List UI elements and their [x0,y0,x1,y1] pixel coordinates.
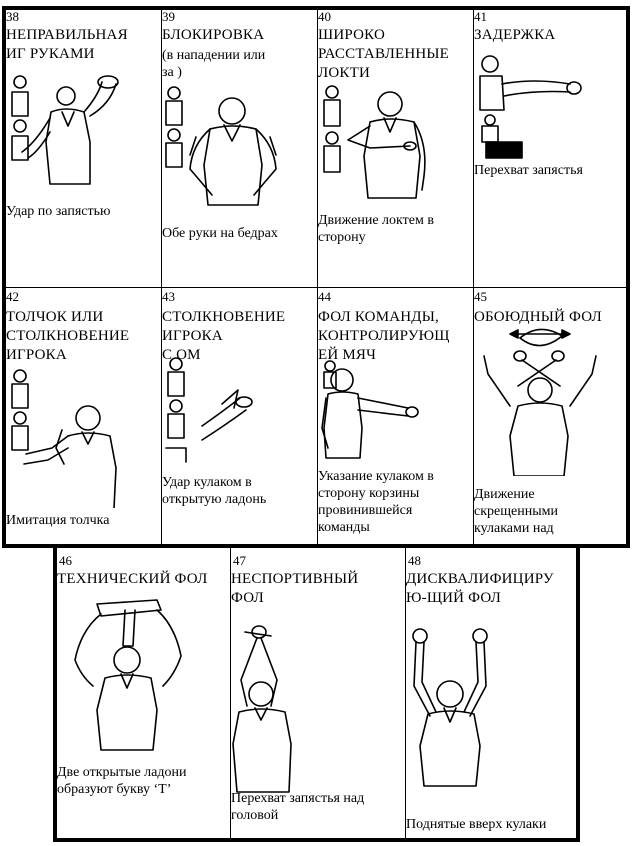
mini-figure-icon [166,87,182,125]
signal-number: 39 [162,10,175,24]
signal-cell-39 [162,10,317,287]
mini-figure-icon [12,120,28,160]
mini-figure-icon [168,358,184,396]
signal-number: 41 [474,10,487,24]
mini-figure-icon [12,370,28,408]
signal-number: 48 [408,553,421,568]
mini-figure-icon [166,129,182,167]
signal-cell-43 [162,288,317,546]
signal-title: НЕСПОРТИВНЫЙ ФОЛ [231,571,359,606]
signal-caption: Удар по запястью [6,204,111,219]
signal-number: 47 [233,553,246,568]
referee-signal-illustration [6,368,156,508]
signal-number: 43 [162,289,175,304]
referee-signal-illustration [318,80,468,210]
signal-cell-48 [406,550,576,838]
signal-number: 46 [59,553,72,568]
signal-title: ФОЛ КОМАНДЫ, КОНТРОЛИРУЮЩ ЕЙ МЯЧ [318,309,450,363]
signal-caption: Указание кулаком в сторону корзины провинившейся команды [318,469,434,535]
referee-signal-illustration [57,590,227,760]
mini-figure-icon [324,86,340,126]
referee-signal-illustration [474,50,624,165]
mini-figure-icon [12,76,28,116]
mini-figure-icon [482,115,498,142]
referee-signal-illustration [474,326,624,476]
signal-number: 38 [6,10,19,24]
signal-caption: Обе руки на бедрах [162,226,278,241]
referee-signal-illustration [162,85,312,220]
signal-title: ТОЛЧОК ИЛИ СТОЛКНОВЕНИЕ ИГРОКА [6,309,130,363]
signal-title: ТЕХНИЧЕСКИЙ ФОЛ [57,571,208,587]
signal-caption: Движение локтем в сторону [318,213,434,245]
signal-title: ШИРОКО РАССТАВЛЕННЫЕ ЛОКТИ [318,27,450,81]
signal-cell-42 [6,288,161,546]
mini-figure-icon [324,361,336,388]
referee-signal-illustration [231,624,401,794]
mini-figure-icon [324,132,340,172]
signal-cell-41 [474,10,628,287]
signal-cell-45 [474,288,628,546]
signal-number: 42 [6,289,19,304]
signal-cell-46 [57,550,230,838]
signal-caption: Удар кулаком в открытую ладонь [162,475,267,507]
signal-cell-47 [231,550,405,838]
signal-title: НЕПРАВИЛЬНАЯ ИГ РУКАМИ [6,27,128,62]
mini-figure-icon [168,400,184,438]
signal-title: ДИСКВАЛИФИЦИРУ Ю-ЩИЙ ФОЛ [406,571,554,606]
signal-number: 45 [474,289,487,304]
signal-caption: Имитация толчка [6,513,110,528]
signal-caption: Перехват запястья над головой [231,791,365,823]
referee-signal-illustration [318,358,468,468]
signal-caption: Поднятые вверх кулаки [406,817,547,832]
referee-signal-illustration [6,72,156,202]
signal-cell-38 [6,10,161,287]
signal-number: 40 [318,10,331,24]
referee-signal-illustration [406,626,576,816]
signal-title: СТОЛКНОВЕНИЕ ИГРОКА С ОМ [162,309,286,363]
signal-cell-40 [318,10,473,287]
signal-subtitle: (в нападении или за ) [162,48,266,80]
mini-figure-icon [12,412,28,450]
signal-caption: Перехват запястья [474,163,583,178]
signal-caption: Движение скрещенными кулаками над [474,487,558,536]
signal-title: БЛОКИРОВКА [162,27,265,43]
signal-title: ЗАДЕРЖКА [474,27,556,43]
signal-cell-44 [318,288,473,546]
signal-caption: Две открытые ладони образуют букву ‘Т’ [57,765,187,797]
signal-title: ОБОЮДНЫЙ ФОЛ [474,309,602,325]
referee-signal-illustration [162,356,312,466]
signal-number: 44 [318,289,331,304]
